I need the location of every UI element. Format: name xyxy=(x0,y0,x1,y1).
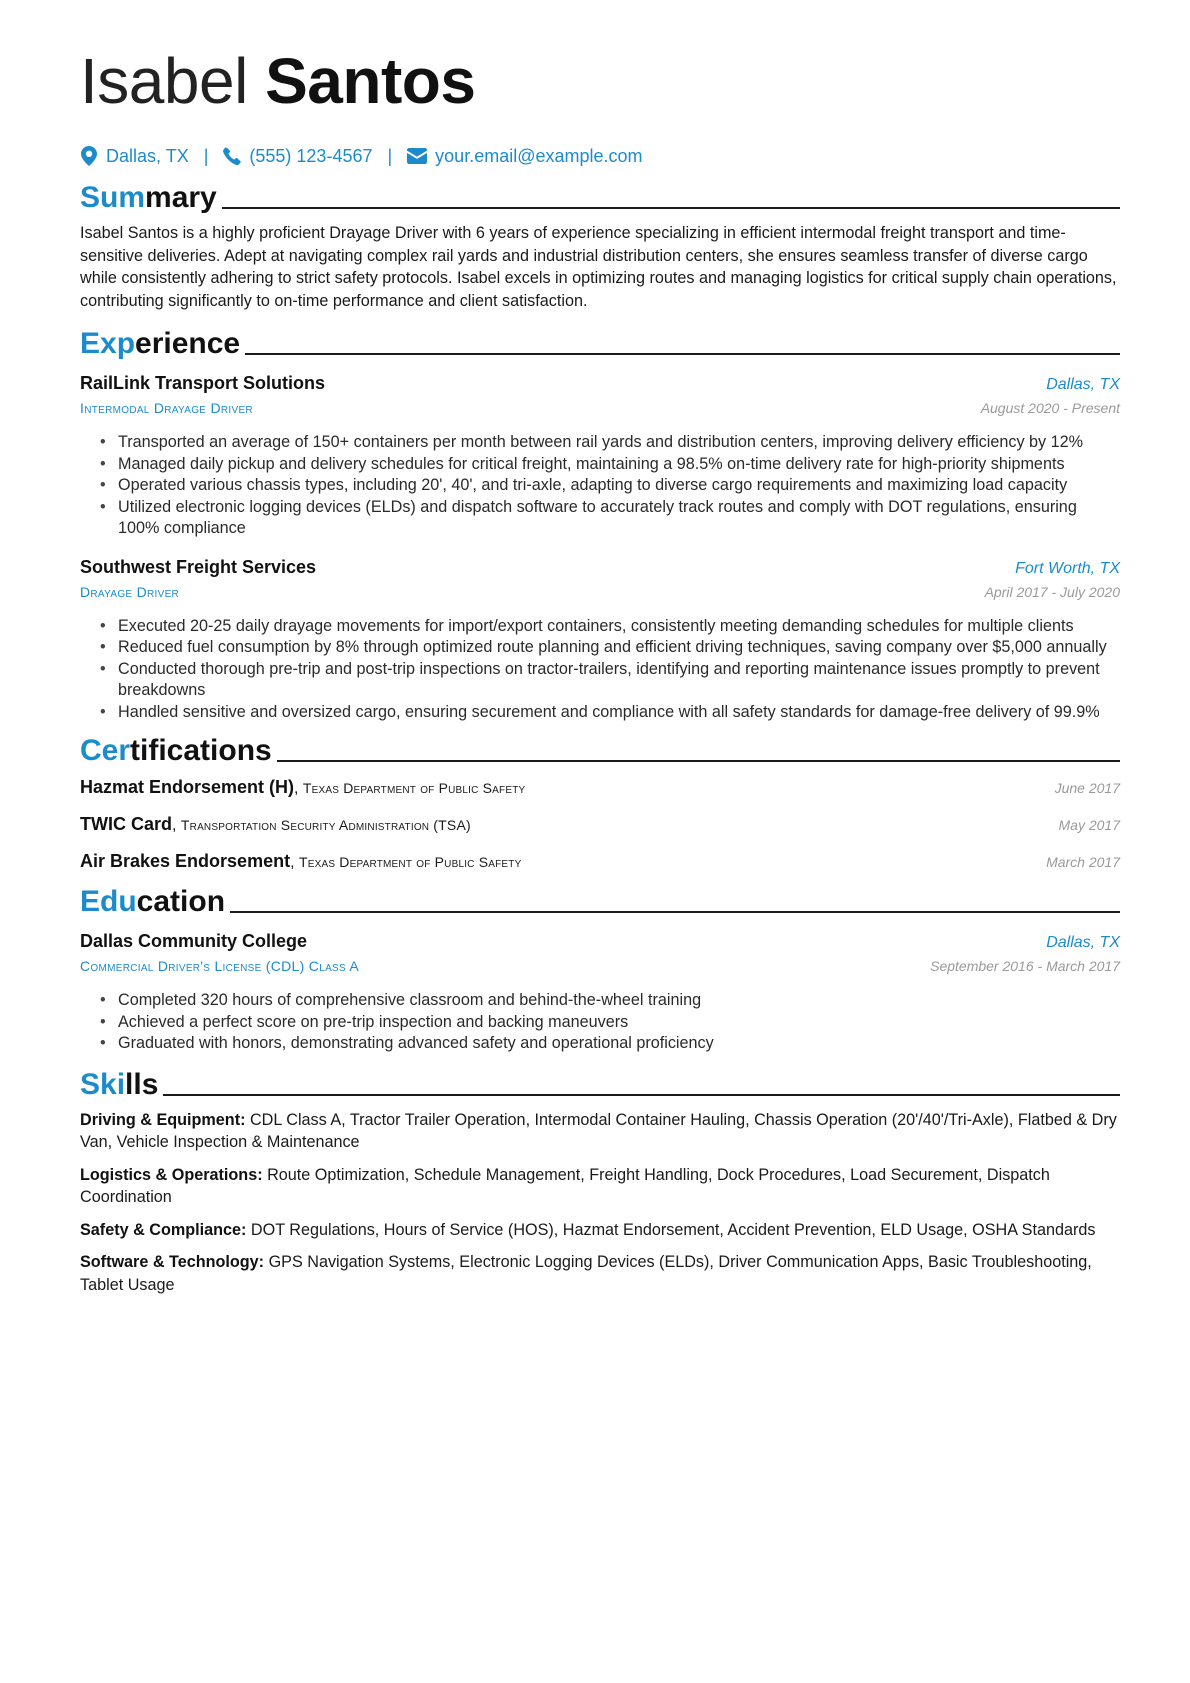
title-accent: Ski xyxy=(80,1067,126,1101)
certification-item: Hazmat Endorsement (H), Texas Department of Public Safety June 2017 xyxy=(80,769,1120,806)
job-bullets xyxy=(80,616,1120,724)
section-heading xyxy=(80,322,1120,362)
certification-item: TWIC Card, Transportation Security Administration (TSA) May 2017 xyxy=(80,806,1120,843)
bullet-item: • Graduated with honors, demonstrating advanced safety and operational proficiency xyxy=(100,1033,1120,1055)
cert-date: June 2017 xyxy=(1054,780,1120,796)
candidate-name xyxy=(80,40,1120,122)
title-rest: mary xyxy=(145,181,217,214)
skill-label: Driving & Equipment: xyxy=(80,1110,246,1129)
job-entry xyxy=(80,554,1120,724)
company-name: RailLink Transport Solutions xyxy=(80,373,326,393)
bullet-item: • Managed daily pickup and delivery schedules for critical freight, maintaining a 98.5% on-time delivery rate for high-priority shipments xyxy=(100,454,1120,476)
contact-phone xyxy=(223,146,372,167)
bullet-item: • Completed 320 hours of comprehensive classroom and behind-the-wheel training xyxy=(100,990,1120,1012)
bullet-item: • Conducted thorough pre-trip and post-trip inspections on tractor-trailers, identifying and reporting maintenance issues promptly to prevent breakdowns xyxy=(100,659,1120,702)
section-heading xyxy=(80,1063,1120,1103)
skills-section xyxy=(80,1063,1120,1297)
section-heading xyxy=(80,880,1120,920)
contact-location xyxy=(80,146,189,167)
map-pin-icon xyxy=(80,146,98,166)
section-title xyxy=(80,326,240,362)
cert-issuer: Transportation Security Administration (TSA) xyxy=(180,817,471,833)
job-dates: August 2020 - Present xyxy=(980,400,1120,416)
contact-separator: | xyxy=(387,145,393,166)
experience-section xyxy=(80,322,1120,723)
education-entry xyxy=(80,928,1120,1055)
cert-name: Hazmat Endorsement (H) xyxy=(80,777,295,797)
school-location: Dallas, TX xyxy=(1046,934,1120,951)
first-name: Isabel xyxy=(80,45,248,117)
contact-separator: | xyxy=(203,145,209,166)
title-accent: Cer xyxy=(80,734,131,767)
education-section xyxy=(80,880,1120,1055)
school-name: Dallas Community College xyxy=(80,931,308,951)
title-accent: Exp xyxy=(80,327,136,360)
section-rule xyxy=(277,760,1120,762)
contact-bar xyxy=(80,142,1120,170)
title-rest: cation xyxy=(136,885,226,918)
cert-date: May 2017 xyxy=(1058,817,1120,833)
job-location: Fort Worth, TX xyxy=(1015,559,1120,577)
job-entry xyxy=(80,370,1120,540)
section-title xyxy=(80,1067,158,1103)
title-accent: Sum xyxy=(80,181,146,214)
skill-label: Logistics & Operations: xyxy=(80,1165,263,1184)
cert-date: March 2017 xyxy=(1046,854,1120,870)
location-text: Dallas, TX xyxy=(106,145,189,166)
summary-text: Isabel Santos is a highly proficient Drayage Driver with 6 years of experience specializing in efficient intermodal freight transport and time-sensitive deliveries. Adept at navigating complex rail yards and industrial distribution centers, she ensures seamless transfer of diverse cargo while consistently adhering to strict safety protocols. Isabel excels in optimizing routes and managing logistics for critical supply chain operations, contributing significantly to on-time performance and client satisfaction. xyxy=(80,224,1117,310)
cert-name: Air Brakes Endorsement xyxy=(80,851,291,871)
summary-section xyxy=(80,176,1120,312)
job-dates: April 2017 - July 2020 xyxy=(984,583,1120,600)
bullet-item: • Executed 20-25 daily drayage movements for import/export containers, consistently meeting demanding schedules for multiple clients xyxy=(100,616,1120,638)
skill-group xyxy=(80,1251,1120,1296)
cert-name: TWIC Card xyxy=(80,814,172,834)
section-rule xyxy=(222,207,1120,209)
phone-icon xyxy=(223,146,241,166)
bullet-item: • Achieved a perfect score on pre-trip inspection and backing maneuvers xyxy=(100,1012,1120,1034)
job-bullets xyxy=(80,432,1120,540)
skill-group xyxy=(80,1219,1120,1242)
section-rule xyxy=(230,911,1120,913)
job-role: Intermodal Drayage Driver xyxy=(80,400,253,416)
bullet-item: • Operated various chassis types, including 20', 40', and tri-axle, adapting to diverse cargo requirements and maximizing load capacity xyxy=(100,475,1120,497)
section-rule xyxy=(245,353,1120,355)
section-title xyxy=(80,180,217,216)
education-bullets xyxy=(80,990,1120,1055)
email-link[interactable]: your.email@example.com xyxy=(435,145,643,166)
title-accent: Edu xyxy=(80,885,137,918)
contact-email xyxy=(407,146,642,167)
section-heading xyxy=(80,176,1120,216)
bullet-item: • Handled sensitive and oversized cargo, ensuring securement and compliance with all safety standards for damage-free delivery of 99.9% xyxy=(100,702,1120,724)
certifications-section xyxy=(80,729,1120,880)
cert-issuer: Texas Department of Public Safety xyxy=(302,780,526,796)
title-rest: lls xyxy=(125,1067,159,1101)
skill-group xyxy=(80,1109,1120,1154)
skill-list: CDL Class A, Tractor Trailer Operation, Intermodal Container Hauling, Chassis Operation (20'/40'/Tri-Axle), Flatbed & Dry Van, Vehicle Inspection & Maintenance xyxy=(80,1110,1117,1151)
skill-list: DOT Regulations, Hours of Service (HOS), Hazmat Endorsement, Accident Prevention, ELD Usage, OSHA Standards xyxy=(250,1220,1096,1239)
envelope-icon xyxy=(407,148,427,164)
section-title xyxy=(80,884,225,920)
job-location: Dallas, TX xyxy=(1046,376,1120,393)
skill-label: Software & Technology: xyxy=(80,1253,265,1271)
skill-group xyxy=(80,1164,1120,1209)
bullet-item: • Transported an average of 150+ containers per month between rail yards and distribution centers, improving delivery efficiency by 12% xyxy=(100,432,1120,454)
resume-page xyxy=(80,40,1120,1296)
company-name: Southwest Freight Services xyxy=(80,556,317,577)
certification-item: Air Brakes Endorsement, Texas Department of Public Safety March 2017 xyxy=(80,843,1120,880)
last-name: Santos xyxy=(265,45,476,117)
job-role: Drayage Driver xyxy=(80,583,180,600)
title-rest: erience xyxy=(135,327,241,360)
cert-issuer: Texas Department of Public Safety xyxy=(298,854,522,870)
title-rest: tifications xyxy=(130,734,272,767)
bullet-item: • Reduced fuel consumption by 8% through optimized route planning and efficient driving techniques, saving company over $5,000 annually xyxy=(100,637,1120,659)
section-rule xyxy=(163,1094,1120,1096)
section-title xyxy=(80,733,272,769)
skill-label: Safety & Compliance: xyxy=(80,1220,247,1239)
phone-text: (555) 123-4567 xyxy=(249,145,373,166)
skill-list: GPS Navigation Systems, Electronic Logging Devices (ELDs), Driver Communication Apps, Basic Troubleshooting, Tablet Usage xyxy=(80,1253,1092,1294)
education-dates: September 2016 - March 2017 xyxy=(930,958,1120,974)
section-heading xyxy=(80,729,1120,769)
bullet-item: • Utilized electronic logging devices (ELDs) and dispatch software to accurately track routes and comply with DOT regulations, ensuring 100% compliance xyxy=(100,497,1120,540)
program-name: Commercial Driver's License (CDL) Class A xyxy=(80,958,360,974)
skill-list: Route Optimization, Schedule Management, Freight Handling, Dock Procedures, Load Securement, Dispatch Coordination xyxy=(80,1165,1050,1206)
